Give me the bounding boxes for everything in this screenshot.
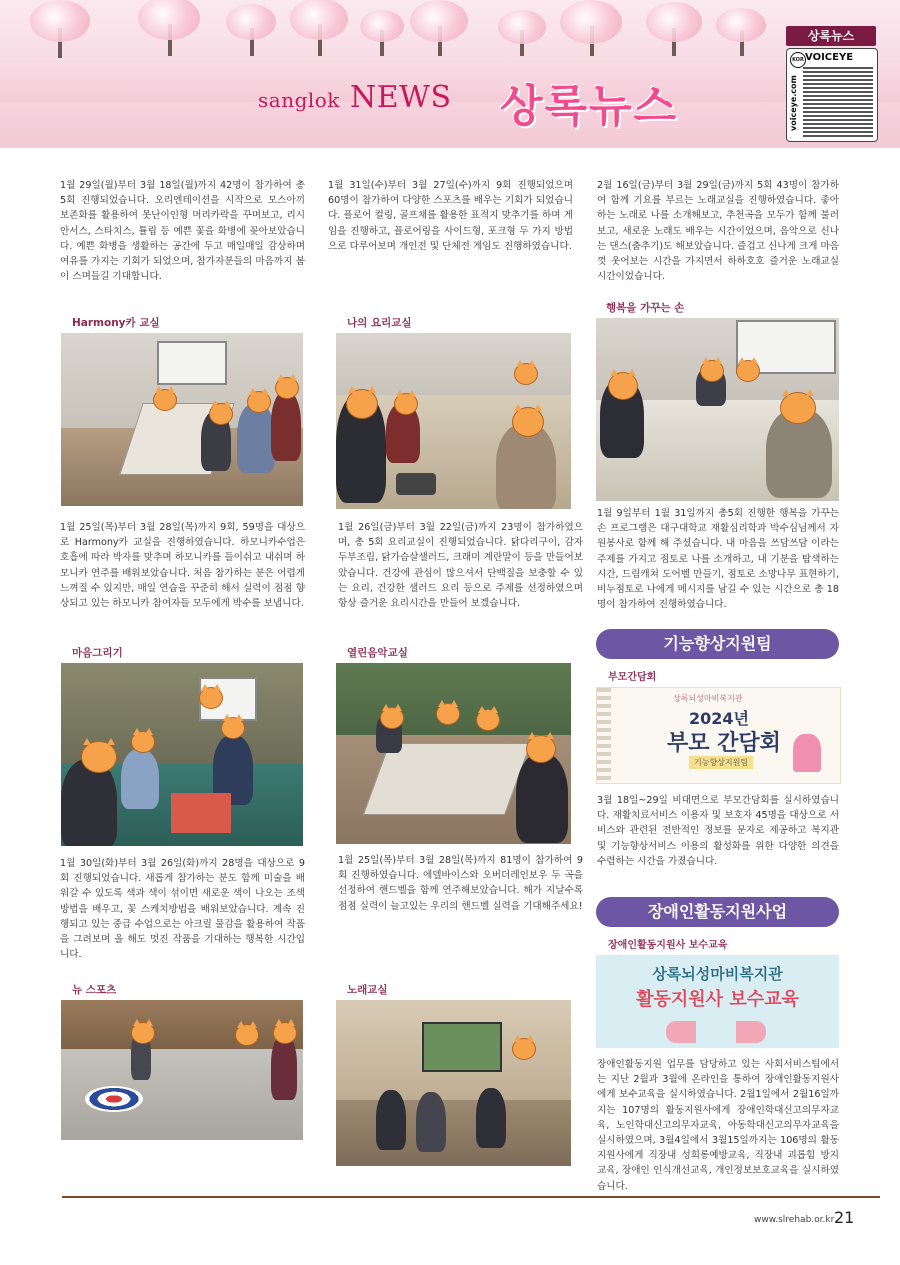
section-title-sports: 뉴 스포츠	[72, 984, 117, 996]
page-number: 21	[834, 1208, 855, 1227]
header-banner	[0, 0, 900, 148]
poster2-illustration	[666, 1021, 766, 1043]
subtitle-support-training: 장애인활동지원사 보수교육	[608, 940, 728, 951]
photo-drawing-class	[61, 663, 303, 846]
poster2-line2: 활동지원사 보수교육	[636, 989, 799, 1010]
poster1-team: 기능향상지원팀	[689, 756, 753, 769]
middle-section2	[338, 853, 583, 914]
page-title: 상록뉴스	[500, 81, 679, 132]
harmony-text: 1월 25일(목)부터 3월 28일(목)까지 9회, 59명을 대상으로 Harmony카 교실을 진행하였습니다. 하모니카수업은 호흡에 따라 박자를 맞추며 하모니카를 들이쉬고 내쉬며 하모니카 연주를 배워보았습니다. 처음 참가하는 분은 어렵게 느껴질 수 있지만, 매일 연습을 꾸준히 해서 실력이 점점 향상되고 있는 하모니카 참여자들 모두에게 박수를 보냅니다.	[60, 522, 305, 610]
poster1-year: 2024년	[689, 709, 749, 728]
kor-badge: KOR	[790, 52, 806, 68]
parents-meeting-text: 3월 18일~29일 비대면으로 부모간담회를 실시하였습니다. 재활치료서비스 이용자 및 보호자 45명을 대상으로 서비스와 관련된 전반적인 정보를 문자로 제공하고 복지관 및 기능향상서비스 이용의 활성화를 위한 다양한 의견을 수렴하는 시간을 가졌습니다.	[597, 795, 839, 867]
banner-activity-support: 장애인활동지원사업	[596, 897, 839, 927]
support-training-text: 장애인활동지원 업무를 담당하고 있는 사회서비스팀에서는 지난 2월과 3월에 온라인을 통하여 장애인활동지원사에게 보수교육을 실시하였습니다. 2월1일에서 2월16일까지는 107명의 활동지원사에게 장애인학대신고의무자교육, 노인학대신고의무자교육, 아동학대신고의무자교육을 실시하였으며, 3월4일에서 3월15일까지는 106명의 활동지원사에게 직장내 성희롱예방교육, 직장내 괴롭힘 방지 교육, 장애인 인식개선교육, 개인정보보호교육을 실시하였습니다.	[597, 1059, 839, 1192]
photo-harmonica-class	[61, 333, 303, 506]
left-intro-text: 1월 29일(월)부터 3월 18일(월)까지 42명이 참가하여 총 5회 진행되었습니다. 오리엔테이션을 시작으로 모스아끼 보존화를 활용하여 못난이인형 머리카락을 꾸며보고, 리시안서스, 스타치스, 튤립 등 예쁜 꽃을 화병에 꽂아보았습니다. 예쁜 화병을 생활하는 공간에 두고 매일매일 감상하며 여유를 가지는 기회가 되었으며, 참가자분들의 마음까지 봄이 스며들길 기대합니다.	[60, 180, 305, 283]
photo-singing-class	[336, 1000, 571, 1166]
photo-cooking-class	[336, 333, 571, 509]
qr-brand-label: VOICEYE	[805, 52, 854, 63]
right-section3	[597, 1057, 839, 1194]
photo-hands-class	[596, 318, 839, 501]
sanglok-news-logo	[258, 80, 452, 115]
right-intro-text: 2월 16일(금)부터 3월 29일(금)까지 5회 43명이 참가하여 함께 기요를 부르는 노래교실을 진행하였습니다. 좋아하는 노래로 나를 소개해보고, 추천곡을 모두가 함께 불러보고, 새로운 노래도 배우는 시간이었으며, 음악으로 신나는 댄스(춤추기)도 해보았습니다. 즐겁고 신나게 크게 마음껏 웃어보는 시간을 가지면서 하하호호 즐거운 노래교실 시간이었습니다.	[597, 180, 839, 283]
middle-intro-text: 1월 31일(수)부터 3월 27일(수)까지 9회 진행되었으며 60명이 참가하여 다양한 스포츠를 배우는 기회가 되었습니다. 플로어 컬링, 골프채를 활용한 표적지 맞추기를 하며 게임을 진행하고, 플로어링을 사이드형, 포크형 두 가지 방법으로 다루어보며 개인전 및 단체전 게임도 진행하였습니다.	[328, 180, 573, 252]
middle-column	[328, 178, 573, 254]
music-text: 1월 25일(목)부터 3월 28일(목)까지 81명이 참가하여 9회 진행하였습니다. 에델바이스와 오버더레인보우 두 곡을 선정하여 핸드벨을 함께 연주해보았습니다. 해가 지날수록 점점 실력이 늘고있는 우리의 핸드벨 실력을 기대해주세요!	[338, 855, 583, 912]
section-title-cooking: 나의 요리교실	[347, 317, 412, 329]
qr-side-label: voiceye.com	[789, 75, 798, 131]
section-title-harmony: Harmony카 교실	[72, 317, 160, 329]
poster-support-training	[596, 955, 839, 1048]
right-section1	[597, 506, 839, 612]
voiceye-qr-code	[786, 48, 878, 142]
sanglok-label: sanglok	[258, 88, 340, 112]
news-label: NEWS	[349, 80, 452, 115]
qr-pattern	[803, 67, 873, 137]
drawing-text: 1월 30일(화)부터 3월 26일(화)까지 28명을 대상으로 9회 진행되었습니다. 새롭게 참가하는 분도 함께 미술을 배워갈 수 있도록 색과 색이 섞이면 새로운 색이 나오는 조색방법을 배우고, 꽃 스케치방법을 배워보았습니다. 계속 진행되고 있는 중급 수업으로는 아크릴 물감을 활용하여 작품을 그려보며 올 해도 멋진 작품을 기대하는 행복한 시간입니다.	[60, 858, 305, 961]
section-title-singing: 노래교실	[347, 984, 388, 996]
right-column	[597, 178, 839, 284]
cooking-text: 1월 26일(금)부터 3월 22일(금)까지 23명이 참가하였으며, 총 5회 요리교실이 진행되었습니다. 닭다리구이, 감자두부조림, 닭가슴살샐러드, 크래미 계란말이 등을 만들어보았습니다. 건강에 관심이 많으셔서 단백질을 보충할 수 있는 요리, 건강한 샐러드 요리 등으로 주제를 선정하였으며 항상 즐거운 요리시간을 만들어 보겠습니다.	[338, 522, 583, 610]
left-section1	[60, 520, 305, 611]
poster-parents-meeting	[596, 687, 841, 784]
footer-url: www.slrehab.or.kr	[754, 1215, 835, 1225]
poster1-org: 상록뇌성마비복지관	[673, 694, 743, 703]
photo-new-sports	[61, 1000, 303, 1140]
footer-divider	[62, 1196, 880, 1198]
section-tag: 상록뉴스	[786, 26, 876, 46]
left-column	[60, 178, 305, 284]
poster2-line1: 상록뇌성마비복지관	[652, 965, 783, 983]
subtitle-parents-meeting: 부모간담회	[608, 672, 657, 683]
poster1-title: 부모 간담회	[667, 731, 781, 756]
section-title-hands: 행복을 가꾸는 손	[606, 302, 685, 314]
banner-function-team: 기능향상지원팀	[596, 629, 839, 659]
middle-section1	[338, 520, 583, 611]
photo-music-class	[336, 663, 571, 844]
section-title-music: 열린음악교실	[347, 647, 408, 659]
poster1-kid-illustration	[793, 734, 821, 772]
hands-text: 1월 9일부터 1월 31일까지 총5회 진행한 행복을 가꾸는 손 프로그램은 대구대학교 재활심리학과 박수심님께서 자원봉사로 함께 해 주셨습니다. 내 마음을 쓰담쓰담 이라는 주제를 가지고 점토로 나를 소개하고, 내 기분을 탐색하는 시간, 드림캐쳐 도어벨 만들기, 점토로 소망나무 표현하기, 비누점토로 나에게 메시지를 남길 수 있는 시간으로 총 18명이 참가하여 진행하였습니다.	[597, 508, 839, 611]
section-title-drawing: 마음그리기	[72, 647, 123, 659]
right-section2	[597, 793, 839, 869]
left-section2	[60, 856, 305, 962]
